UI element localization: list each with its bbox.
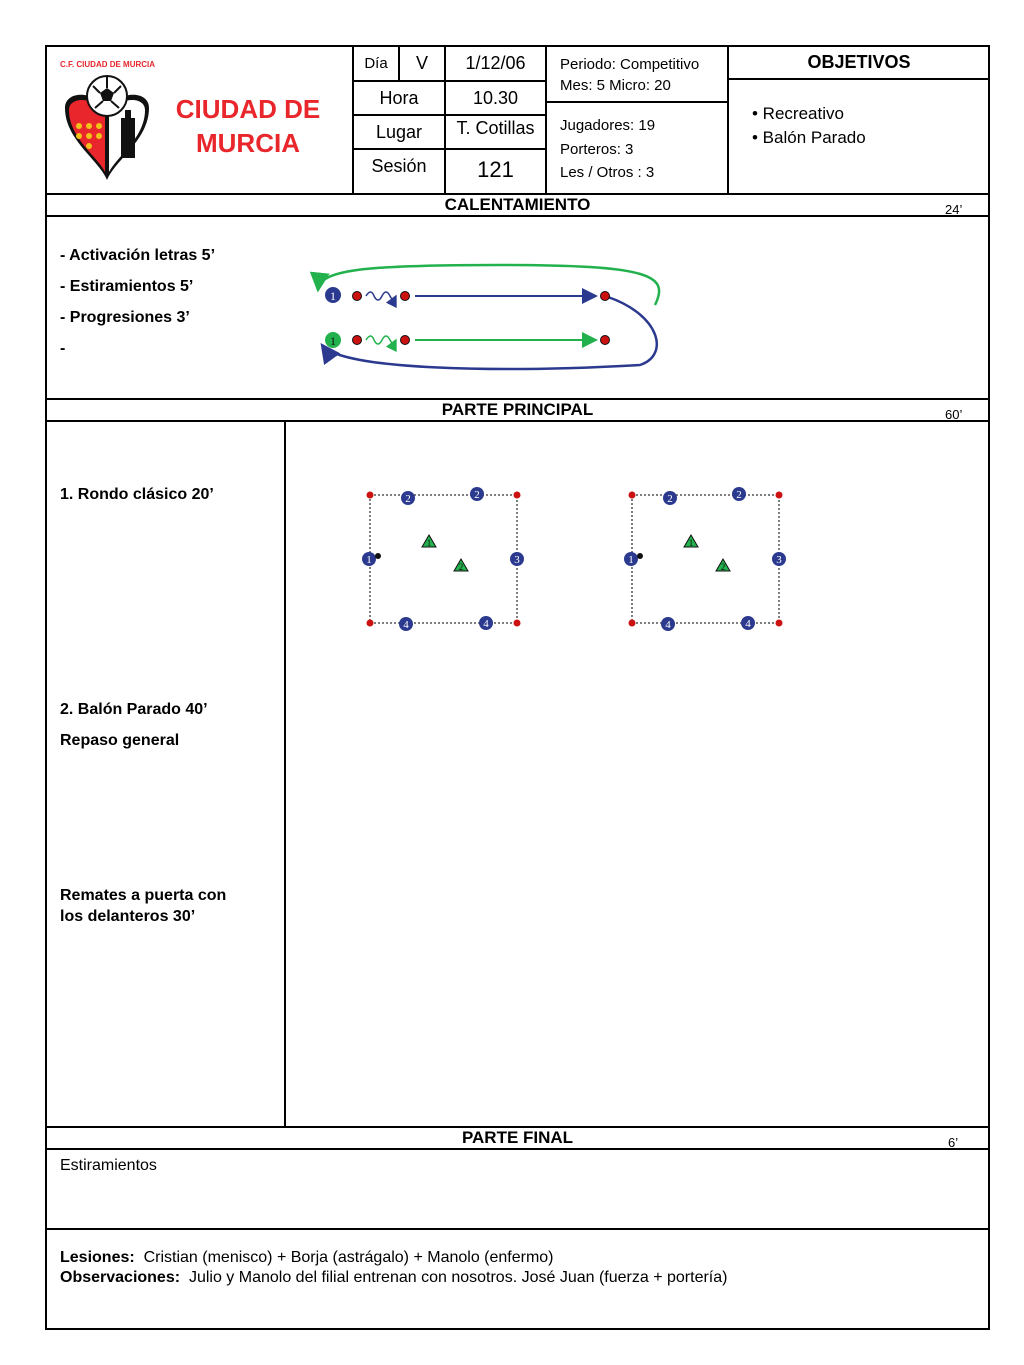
club-name-line2: MURCIA	[196, 128, 300, 158]
logo-ring-text: C.F. CIUDAD DE MURCIA	[59, 60, 156, 69]
final-text: Estiramientos	[60, 1157, 157, 1174]
player-number: 1	[330, 334, 336, 348]
rondo-diagram	[617, 480, 797, 640]
jugadores: Jugadores: 19	[560, 117, 656, 134]
svg-text:2: 2	[458, 562, 464, 572]
divider	[727, 78, 990, 80]
player-number: 1	[330, 289, 336, 303]
final-title: PARTE FINAL	[461, 1128, 574, 1147]
sesion-label: Sesión	[371, 156, 427, 176]
club-name-line1: CIUDAD DE	[175, 94, 321, 124]
divider	[45, 1228, 990, 1230]
svg-text:1: 1	[688, 538, 694, 548]
divider	[45, 1148, 990, 1150]
main-item-remates	[60, 885, 226, 927]
warmup-item: -	[60, 340, 66, 357]
porteros: Porteros: 3	[560, 141, 634, 158]
dia-label: Día	[364, 55, 388, 72]
divider	[545, 45, 547, 193]
svg-text:2: 2	[405, 493, 411, 505]
principal-time: 60’	[945, 407, 963, 422]
les-otros: Les / Otros : 3	[560, 164, 655, 181]
observaciones-label: Observaciones:	[60, 1269, 181, 1286]
main-item-balon-parado: 2. Balón Parado 40’	[60, 701, 208, 718]
date-value: 1/12/06	[465, 53, 526, 73]
warmup-item: - Progresiones 3’	[60, 309, 190, 326]
main-item-rondo: 1. Rondo clásico 20’	[60, 486, 214, 503]
warmup-diagram	[300, 255, 680, 380]
lugar-value: T. Cotillas	[456, 117, 535, 138]
lesiones-text: Cristian (menisco) + Borja (astrágalo) + Manolo (enfermo)	[143, 1249, 554, 1266]
observaciones-row	[60, 1269, 727, 1287]
objetivo-item: • Balón Parado	[752, 128, 866, 147]
svg-text:4: 4	[403, 619, 409, 631]
divider	[545, 101, 728, 103]
remates-line2: los delanteros 30’	[60, 908, 196, 925]
svg-text:2: 2	[667, 493, 673, 505]
rondo-diagram	[355, 480, 535, 640]
objetivos-title: OBJETIVOS	[807, 52, 911, 72]
divider	[45, 420, 990, 422]
observaciones-text: Julio y Manolo del filial entrenan con nosotros. José Juan (fuerza + portería)	[188, 1269, 728, 1286]
club-name	[162, 92, 334, 160]
club-logo	[55, 60, 160, 185]
periodo: Periodo: Competitivo	[560, 56, 700, 73]
objetivo-item: • Recreativo	[752, 104, 844, 123]
warmup-item: - Activación letras 5’	[60, 247, 216, 264]
svg-text:3: 3	[514, 554, 520, 566]
warmup-item: - Estiramientos 5’	[60, 278, 194, 295]
lesiones-label: Lesiones:	[60, 1249, 135, 1266]
divider	[45, 215, 990, 217]
calentamiento-time: 24’	[945, 202, 963, 217]
svg-text:2: 2	[474, 489, 480, 501]
hora-label: Hora	[379, 87, 419, 108]
divider	[284, 420, 286, 1126]
calentamiento-title: CALENTAMIENTO	[444, 195, 591, 214]
svg-text:4: 4	[665, 619, 671, 631]
svg-text:2: 2	[720, 562, 726, 572]
svg-text:2: 2	[736, 489, 742, 501]
main-item-repaso: Repaso general	[60, 732, 180, 749]
lugar-label: Lugar	[375, 121, 423, 142]
objetivos-list	[752, 102, 866, 150]
svg-text:4: 4	[483, 618, 489, 630]
dia-letter: V	[415, 53, 428, 73]
lesiones-row	[60, 1249, 554, 1267]
svg-text:1: 1	[366, 554, 372, 566]
svg-text:1: 1	[426, 538, 432, 548]
remates-line1: Remates a puerta con	[60, 887, 227, 904]
principal-title: PARTE PRINCIPAL	[441, 400, 594, 419]
hora-value: 10.30	[472, 87, 519, 108]
svg-text:4: 4	[745, 618, 751, 630]
svg-text:3: 3	[776, 554, 782, 566]
mes-micro: Mes: 5 Micro: 20	[560, 77, 671, 94]
sesion-value: 121	[477, 157, 514, 182]
svg-text:1: 1	[628, 554, 634, 566]
final-time: 6’	[948, 1135, 959, 1150]
